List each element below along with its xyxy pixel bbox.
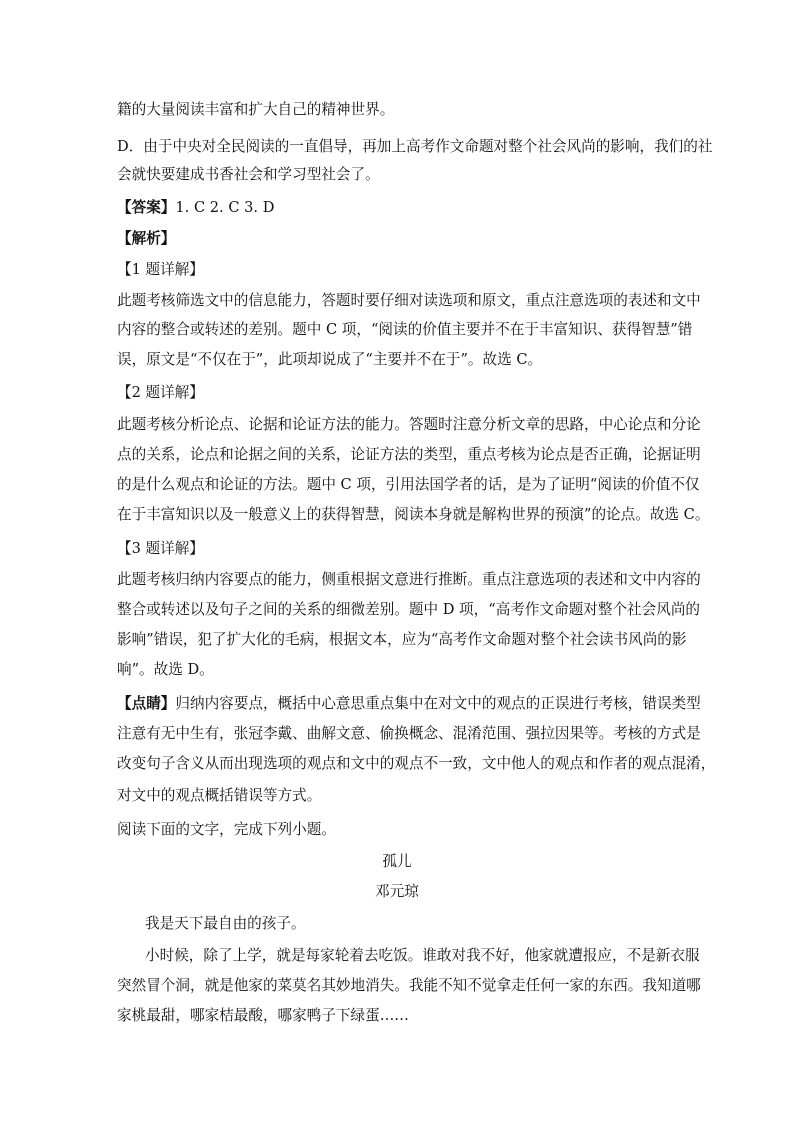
q2-line-3: 的是什么观点和论证的方法。题中 C 项，引用法国学者的话，是为了证明“阅读的价值不仅 xyxy=(117,476,700,493)
q2-heading: 【2 题详解】 xyxy=(117,384,204,401)
note-line-1 xyxy=(117,694,701,714)
story-paragraph-1: 我是天下最自由的孩子。 xyxy=(145,915,306,932)
answer-values: 1. C 2. C 3. D xyxy=(175,199,275,216)
note-line-2: 注意有无中生有，张冠李戴、曲解文意、偷换概念、混淆范围、强拉因果等。考核的方式是 xyxy=(117,725,701,742)
story-paragraph-2-line-2: 突然冒个洞，就是他家的菜莫名其妙地消失。我能不知不觉拿走任何一家的东西。我知道哪 xyxy=(117,977,701,994)
answer-label: 【答案】 xyxy=(117,199,176,216)
note-line-3: 改变句子含义从而出现选项的观点和文中的观点不一致，文中他人的观点和作者的观点混淆， xyxy=(117,755,716,772)
q1-line-3: 误，原文是“不仅在于”，此项却说成了“主要并不在于”。故选 C。 xyxy=(117,351,543,368)
option-d-line-2: 会就快要建成书香社会和学习型社会了。 xyxy=(117,166,380,183)
q3-line-4: 响”。故选 D。 xyxy=(117,661,214,678)
answer-line xyxy=(117,198,274,218)
analysis-heading: 【解析】 xyxy=(117,230,176,247)
option-d-line-1: D．由于中央对全民阅读的一直倡导，再加上高考作文命题对整个社会风尚的影响，我们的社 xyxy=(117,138,713,155)
story-paragraph-2-line-1: 小时候，除了上学，就是每家轮着去吃饭。谁敢对我不好，他家就遭报应，不是新衣服 xyxy=(145,947,700,964)
q3-line-1: 此题考核归纳内容要点的能力，侧重根据文意进行推断。重点注意选项的表述和文中内容的 xyxy=(117,571,701,588)
q3-line-3: 影响”错误，犯了扩大化的毛病，根据文本，应为“高考作文命题对整个社会读书风尚的影 xyxy=(117,631,687,648)
q3-line-2: 整合或转述以及句子之间的关系的细微差别。题中 D 项，“高考作文命题对整个社会风尚的 xyxy=(117,601,701,618)
reading-instruction: 阅读下面的文字，完成下列小题。 xyxy=(117,821,336,838)
q2-line-2: 点的关系，论点和论据之间的关系，论证方法的类型，重点考核为论点是否正确，论据证明 xyxy=(117,446,701,463)
q3-heading: 【3 题详解】 xyxy=(117,540,204,557)
note-text: 归纳内容要点，概括中心意思重点集中在对文中的观点的正误进行考核，错误类型 xyxy=(175,695,701,712)
story-title: 孤儿 xyxy=(382,853,412,870)
note-line-4: 对文中的观点概括错误等方式。 xyxy=(117,787,322,804)
story-author: 邓元琼 xyxy=(375,883,419,900)
q2-line-1: 此题考核分析论点、论据和论证方法的能力。答题时注意分析文章的思路，中心论点和分论 xyxy=(117,416,701,433)
q1-line-1: 此题考核筛选文中的信息能力，答题时要仔细对读选项和原文，重点注意选项的表述和文中 xyxy=(117,292,701,309)
q2-line-4: 在于丰富知识以及一般意义上的获得智慧，阅读本身就是解构世界的预演”的论点。故选 C。 xyxy=(117,506,710,523)
story-paragraph-2-line-3: 家桃最甜，哪家桔最酸，哪家鸭子下绿蛋…… xyxy=(117,1007,409,1024)
text-line: 籍的大量阅读丰富和扩大自己的精神世界。 xyxy=(117,101,395,118)
q1-line-2: 内容的整合或转述的差别。题中 C 项，“阅读的价值主要并不在于丰富知识、获得智慧”错 xyxy=(117,321,693,338)
note-label: 【点睛】 xyxy=(117,695,176,712)
q1-heading: 【1 题详解】 xyxy=(117,261,204,278)
